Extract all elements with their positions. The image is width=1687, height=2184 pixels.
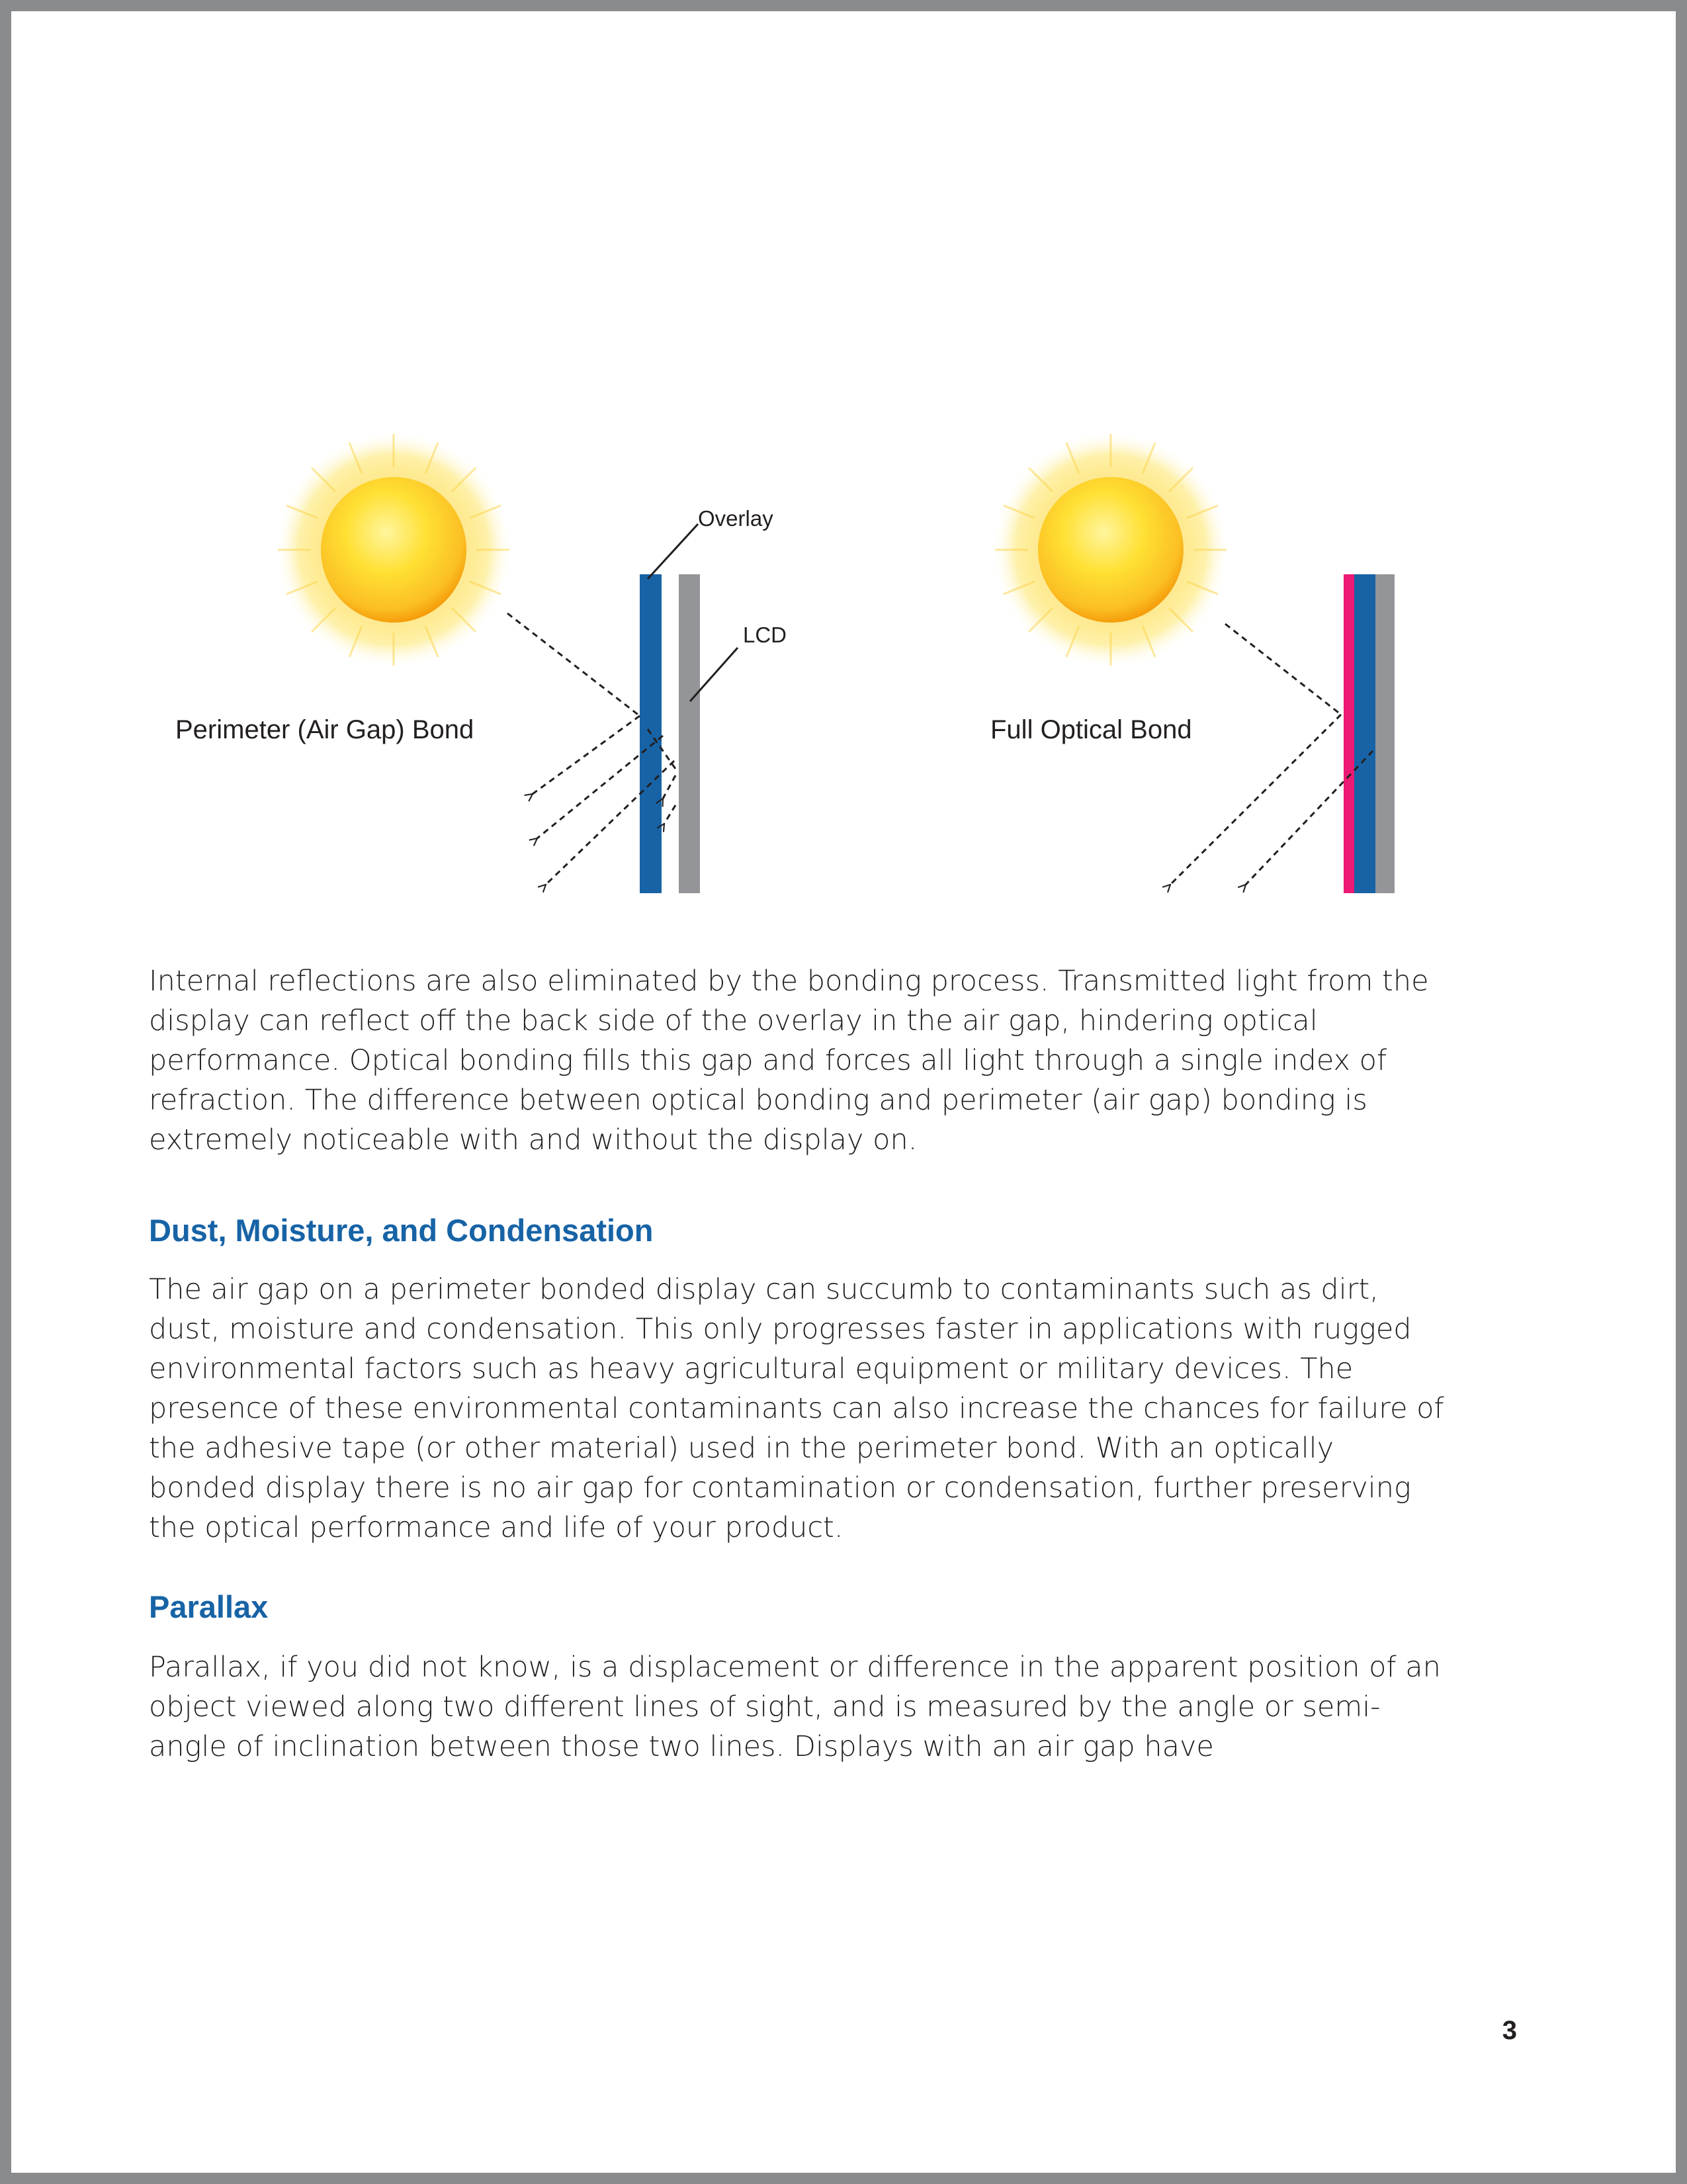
internal-reflections-paragraph: Internal reflections are also eliminated by the bonding process. Transmitted light from the display can reflect off the back side of the overlay in the air gap, hindering optical performance. Optical bonding fills this gap and forces all light through a single index of refraction. The difference between optical bonding and perimeter (air gap) bonding is extremely noticeable with and without the display on. bbox=[149, 965, 1429, 1157]
adhesive-layer bbox=[1344, 574, 1354, 893]
incoming-ray bbox=[1225, 624, 1341, 715]
lcd-panel bbox=[679, 574, 700, 893]
parallax-paragraph: Parallax, if you did not know, is a displacement or difference in the apparent position of an object viewed along two different lines of sight, and is measured by the angle or semi-angle of inclination between those two lines. Displays with an air gap have bbox=[149, 1651, 1441, 1763]
sun-icon bbox=[992, 431, 1230, 669]
lcd-panel bbox=[1375, 574, 1395, 893]
incoming-ray bbox=[507, 613, 640, 716]
sun-icon bbox=[275, 431, 513, 669]
bonding-comparison-figure bbox=[11, 11, 1676, 938]
overlay-leader-line bbox=[648, 524, 698, 579]
page-number: 3 bbox=[1502, 2016, 1517, 2045]
internal-reflection-ray bbox=[663, 775, 675, 799]
reflected-ray bbox=[1170, 715, 1341, 885]
perimeter-bond-caption: Perimeter (Air Gap) Bond bbox=[175, 715, 474, 744]
overlay-label: Overlay bbox=[698, 506, 773, 531]
reflected-ray bbox=[533, 716, 640, 794]
internal-reflection-ray bbox=[664, 805, 675, 824]
dust-moisture-paragraph: The air gap on a perimeter bonded display can succumb to contaminants such as dirt, dust, moisture and condensation. This only progresses faster in applications with rugged environmental factors such as heavy agricultural equipment or military devices. The presence of these environmental contaminants can also increase the chances for failure of the adhesive tape (or other material) used in the perimeter bond. With an optically bonded display there is no air gap for contamination or condensation, further preserving the optical performance and life of your product. bbox=[149, 1273, 1444, 1544]
optical-bond-caption: Full Optical Bond bbox=[990, 715, 1192, 744]
dust-moisture-heading: Dust, Moisture, and Condensation bbox=[149, 1213, 654, 1248]
parallax-heading: Parallax bbox=[149, 1589, 269, 1624]
overlay-panel bbox=[1354, 574, 1375, 893]
lcd-label: LCD bbox=[743, 623, 787, 647]
